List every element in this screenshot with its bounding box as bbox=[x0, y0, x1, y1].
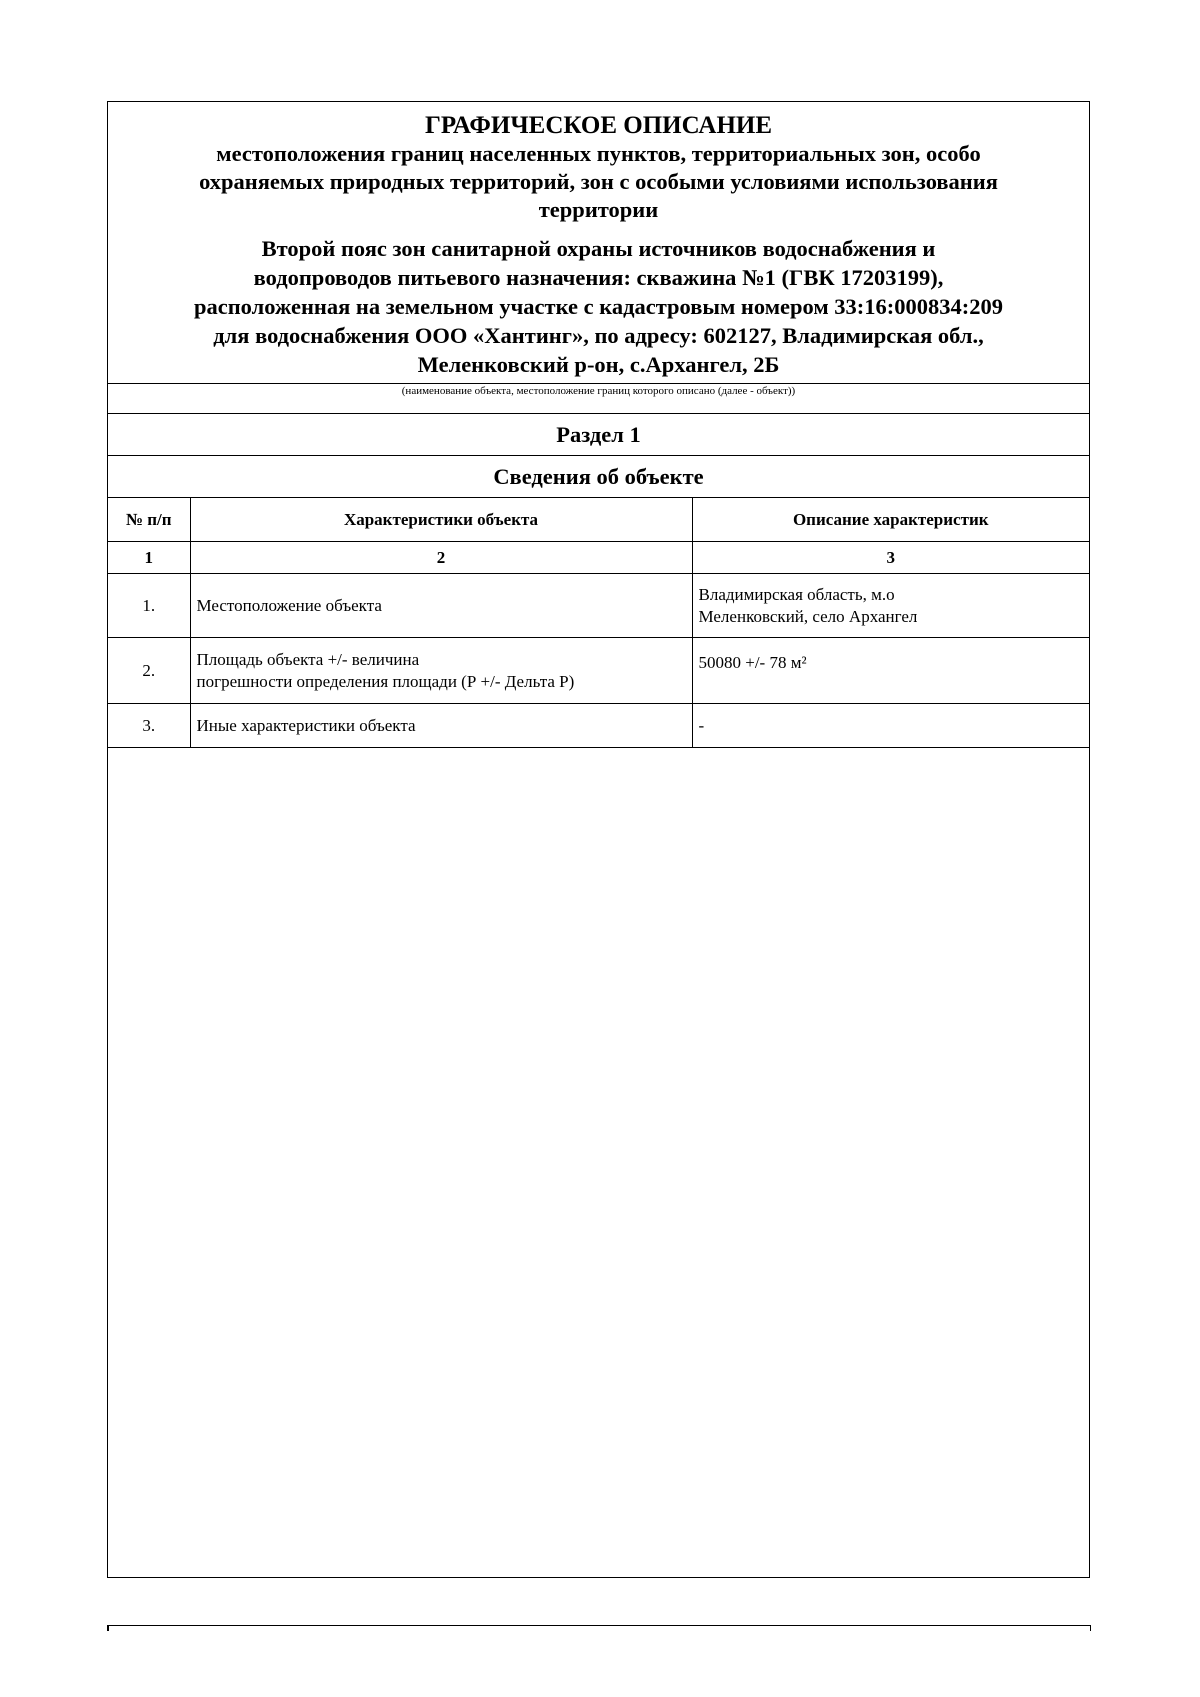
description-text: Владимирская область, м.о bbox=[698, 584, 895, 604]
section-subtitle: Сведения об объекте bbox=[108, 455, 1089, 497]
row-description bbox=[692, 574, 1089, 638]
description-text: - bbox=[698, 715, 705, 735]
row-number: 3. bbox=[108, 704, 190, 748]
column-header-characteristic: Характеристики объекта bbox=[190, 498, 692, 542]
characteristic-text: Местоположение объекта bbox=[196, 595, 382, 615]
document-subtitle bbox=[108, 140, 1089, 224]
table-row bbox=[108, 638, 1089, 704]
object-name bbox=[108, 234, 1089, 379]
description-text: Меленковский, село Архангел bbox=[698, 606, 918, 626]
object-name-line: Меленковский р-он, с.Архангел, 2Б bbox=[417, 352, 780, 377]
column-number: 2 bbox=[190, 542, 692, 574]
subtitle-line: охраняемых природных территорий, зон с особыми условиями использования bbox=[199, 169, 998, 194]
section-title: Раздел 1 bbox=[108, 413, 1089, 455]
object-name-line: расположенная на земельном участке с кадастровым номером 33:16:000834:209 bbox=[193, 294, 1004, 319]
object-caption: (наименование объекта, местоположение границ которого описано (далее - объект)) bbox=[108, 383, 1089, 413]
column-number: 3 bbox=[692, 542, 1089, 574]
row-description bbox=[692, 704, 1089, 748]
column-number-row bbox=[108, 542, 1089, 574]
description-text: 50080 +/- 78 м² bbox=[698, 653, 807, 672]
row-number: 1. bbox=[108, 574, 190, 638]
column-header-description: Описание характеристик bbox=[692, 498, 1089, 542]
characteristic-text: Площадь объекта +/- величина bbox=[196, 649, 420, 669]
row-description bbox=[692, 638, 1089, 704]
characteristic-text: погрешности определения площади (Р +/- Дельта Р) bbox=[196, 671, 575, 691]
object-name-line: для водоснабжения ООО «Хантинг», по адресу: 602127, Владимирская обл., bbox=[213, 323, 984, 348]
subtitle-line: местоположения границ населенных пунктов, территориальных зон, особо bbox=[216, 141, 981, 166]
row-characteristic bbox=[190, 704, 692, 748]
document-title: ГРАФИЧЕСКОЕ ОПИСАНИЕ bbox=[424, 112, 773, 139]
page-bottom-rule bbox=[107, 1625, 1091, 1626]
row-characteristic bbox=[190, 574, 692, 638]
row-number: 2. bbox=[108, 638, 190, 704]
column-number: 1 bbox=[108, 542, 190, 574]
table-header-row bbox=[108, 498, 1089, 542]
object-name-line: Второй пояс зон санитарной охраны источников водоснабжения и bbox=[261, 236, 936, 261]
table-row bbox=[108, 574, 1089, 638]
document-header bbox=[108, 102, 1089, 413]
document-frame bbox=[107, 101, 1090, 1578]
object-info-table bbox=[108, 497, 1089, 748]
row-characteristic bbox=[190, 638, 692, 704]
characteristic-text: Иные характеристики объекта bbox=[196, 715, 416, 735]
table-row bbox=[108, 704, 1089, 748]
subtitle-line: территории bbox=[538, 197, 659, 222]
column-header-number: № п/п bbox=[108, 498, 190, 542]
object-name-line: водопроводов питьевого назначения: скважина №1 (ГВК 17203199), bbox=[253, 265, 944, 290]
